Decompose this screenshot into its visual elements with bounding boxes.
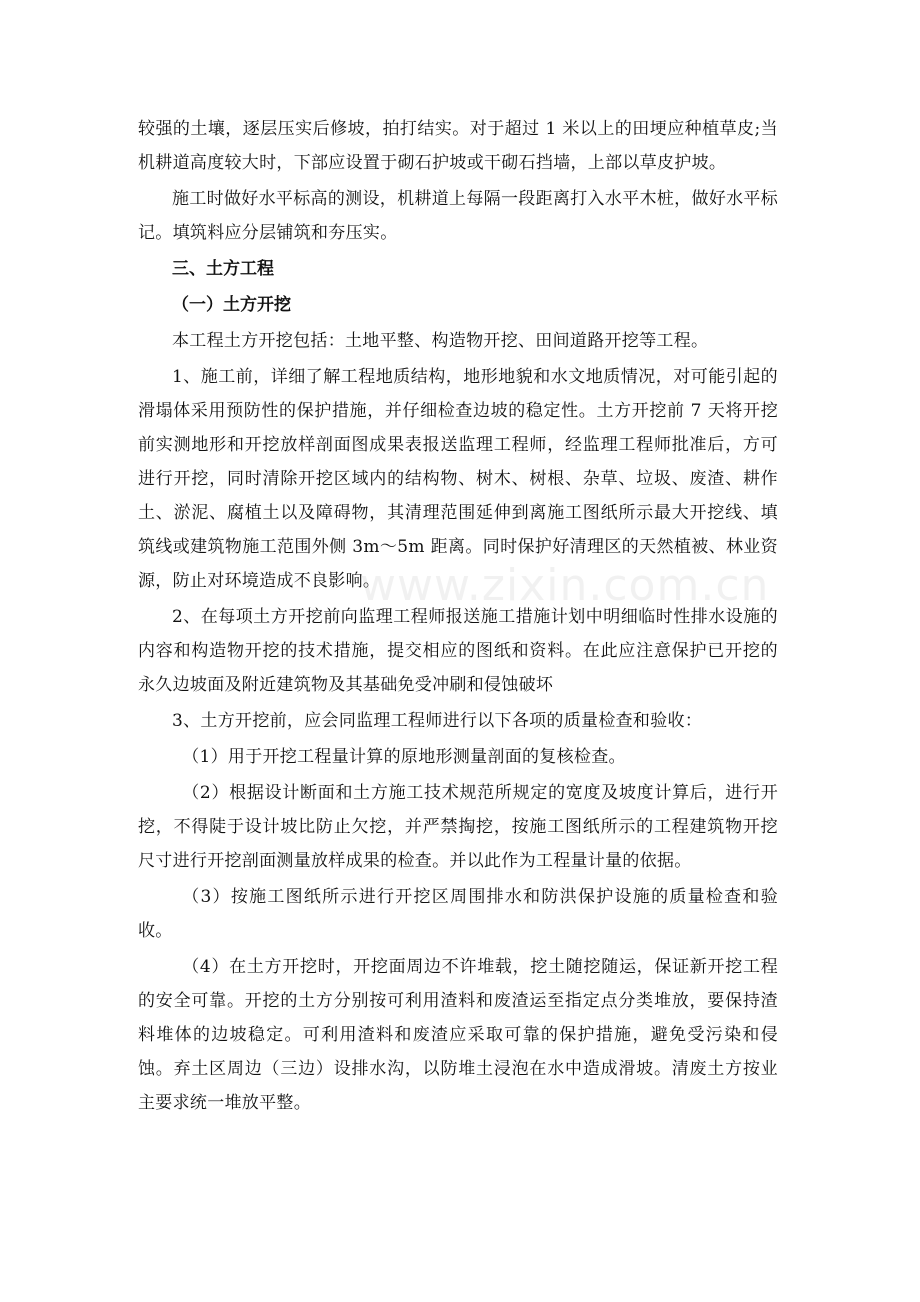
subsection-heading-excavation: （一）土方开挖 xyxy=(172,295,291,315)
document-body xyxy=(138,112,778,1122)
section-heading-earthwork: 三、土方工程 xyxy=(172,259,274,279)
watermark-text: www.zixin.com.cn xyxy=(360,560,770,611)
paragraph-leveling-marks: 施工时做好水平标高的测设，机耕道上每隔一段距离打入水平木桩，做好水平标记。填筑料应分层铺筑和夯压实。 xyxy=(138,189,778,243)
paragraph-subitem-1: （1）用于开挖工程量计算的原地形测量剖面的复核检查。 xyxy=(182,747,626,767)
paragraph-excavation-scope: 本工程土方开挖包括：土地平整、构造物开挖、田间道路开挖等工程。 xyxy=(172,331,709,351)
paragraph-item-1: 1、施工前，详细了解工程地质结构，地形地貌和水文地质情况，对可能引起的滑塌体采用预防性的保护措施，并仔细检查边坡的稳定性。土方开挖前 7 天将开挖前实测地形和开挖放样剖面图成果表报送监理工程师，经监理工程师批准后，方可进行开挖，同时清除开挖区域内的结构物、树木、树根、杂草、垃圾、废渣、耕作土、淤泥、腐植土以及障碍物，其清理范围延伸到离施工图纸所示最大开挖线、填筑线或建筑物施工范围外侧 3m～5m 距离。同时保护好清理区的天然植被、林业资源，防止对环境造成不良影响。 xyxy=(138,367,778,591)
paragraph-subitem-2: （2）根据设计断面和土方施工技术规范所规定的宽度及坡度计算后，进行开挖，不得陡于设计坡比防止欠挖，并严禁掏挖，按施工图纸所示的工程建筑物开挖尺寸进行开挖剖面测量放样成果的检查。并以此作为工程量计量的依据。 xyxy=(138,783,778,871)
paragraph-subitem-3: （3）按施工图纸所示进行开挖区周围排水和防洪保护设施的质量检查和验收。 xyxy=(138,887,778,941)
paragraph-item-3: 3、土方开挖前，应会同监理工程师进行以下各项的质量检查和验收： xyxy=(172,711,703,731)
paragraph-continuation: 较强的土壤，逐层压实后修坡，拍打结实。对于超过 1 米以上的田埂应种植草皮;当机耕道高度较大时，下部应设置于砌石护坡或干砌石挡墙，上部以草皮护坡。 xyxy=(138,119,778,173)
paragraph-item-2: 2、在每项土方开挖前向监理工程师报送施工措施计划中明细临时性排水设施的内容和构造物开挖的技术措施，提交相应的图纸和资料。在此应注意保护已开挖的永久边坡面及附近建筑物及其基础免受冲刷和侵蚀破坏 xyxy=(138,607,778,695)
paragraph-subitem-4: （4）在土方开挖时，开挖面周边不许堆载，挖土随挖随运，保证新开挖工程的安全可靠。开挖的土方分别按可利用渣料和废渣运至指定点分类堆放，要保持渣料堆体的边坡稳定。可利用渣料和废渣应采取可靠的保护措施，避免受污染和侵蚀。弃土区周边（三边）设排水沟，以防堆土浸泡在水中造成滑坡。清废土方按业主要求统一堆放平整。 xyxy=(138,957,778,1113)
